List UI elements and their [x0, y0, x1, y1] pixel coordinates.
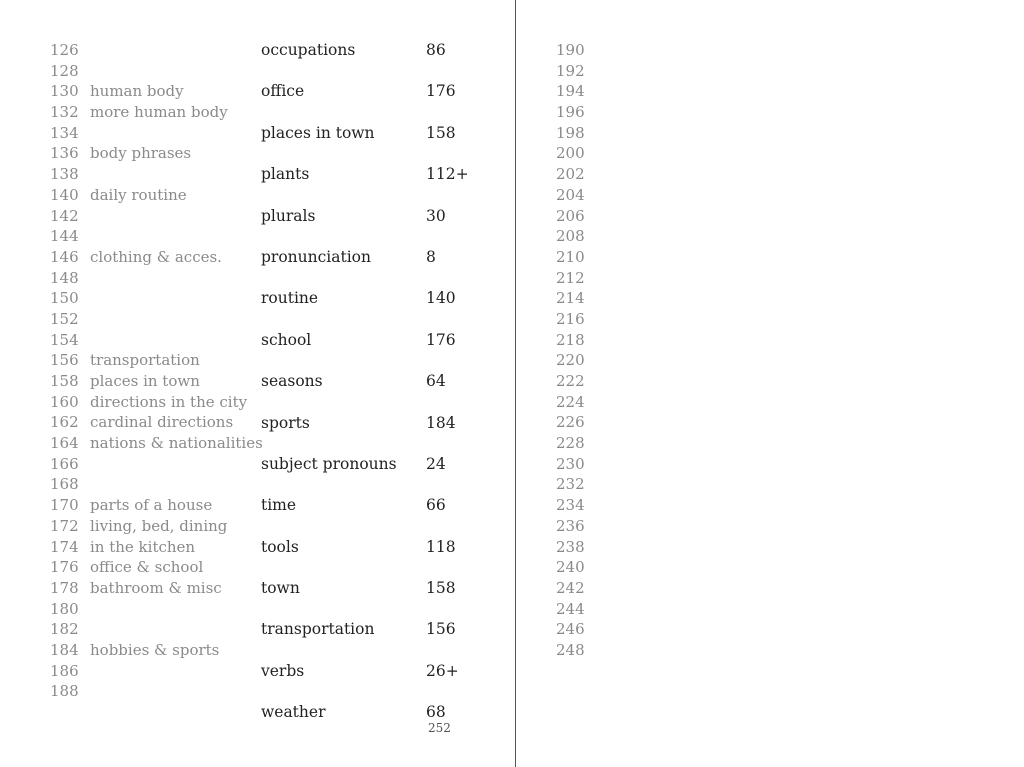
index-term: occupations: [261, 41, 356, 59]
toc-page-number: 162: [50, 413, 79, 432]
index-term: seasons: [261, 372, 323, 391]
index-entry: [261, 537, 491, 578]
toc-page-number: 248: [556, 640, 585, 659]
index-entry: [261, 578, 491, 619]
index-term: school: [261, 330, 312, 349]
toc-topic: parts of a house: [90, 496, 213, 515]
toc-topic: [90, 164, 260, 185]
toc-page-number: 158: [50, 372, 79, 390]
index-entry: [261, 413, 491, 454]
toc-page-number: 234: [556, 496, 585, 515]
index-entry: [261, 288, 491, 329]
index-page: 30: [426, 206, 446, 225]
folio-page-number: 252: [428, 721, 451, 735]
toc-page-number: 224: [556, 392, 585, 411]
toc-page-number: 150: [50, 289, 79, 308]
toc-page-number: 180: [50, 599, 79, 618]
index-page: 66: [426, 496, 446, 515]
toc-page-number: 212: [556, 268, 585, 287]
index-term: subject pronouns: [261, 454, 397, 473]
index-entry: [261, 206, 491, 247]
toc-topic: daily routine: [90, 185, 187, 204]
toc-topic: [90, 309, 260, 330]
index-term: verbs: [261, 661, 305, 680]
index-term: pronunciation: [261, 247, 371, 266]
index-page: 158: [426, 579, 456, 598]
toc-page-number: 138: [50, 165, 79, 184]
toc-page-number: 128: [50, 61, 79, 80]
index-entry: [261, 371, 491, 412]
index-term: tools: [261, 537, 299, 556]
toc-topic: bathroom & misc: [90, 578, 222, 597]
index-page: 176: [426, 82, 456, 101]
toc-page-number: 204: [556, 185, 585, 204]
toc-page-number: 228: [556, 434, 585, 453]
toc-page-number: 148: [50, 268, 79, 287]
toc-page-number: 192: [556, 61, 585, 80]
toc-topic: [90, 61, 260, 82]
toc-page-number: 200: [556, 144, 585, 163]
index-entry: [261, 123, 491, 164]
index-page: 158: [426, 123, 456, 142]
index-page: 176: [426, 330, 456, 349]
index-term: plants: [261, 165, 310, 184]
toc-page-number: 176: [50, 558, 79, 577]
index-page: 26+: [426, 661, 459, 680]
toc-page-number: 152: [50, 309, 79, 328]
toc-topic: [90, 454, 260, 475]
index-entry: [261, 247, 491, 288]
toc-page-number: 240: [556, 558, 585, 577]
toc-topic: [90, 123, 260, 144]
toc-page-number: 210: [556, 247, 585, 266]
toc-topic: body phrases: [90, 144, 192, 163]
toc-page-number: 238: [556, 537, 585, 556]
toc-topic: in the kitchen: [90, 537, 196, 556]
toc-topic: places in town: [90, 372, 200, 390]
toc-topic: [90, 206, 260, 227]
toc-page-number: 178: [50, 578, 79, 597]
toc-page-number: 190: [556, 41, 585, 59]
index-term: office: [261, 82, 305, 101]
index-term: routine: [261, 289, 319, 308]
index-entry: [261, 661, 491, 702]
index-entry: [261, 454, 491, 495]
toc-page-number: 132: [50, 103, 79, 122]
toc-page-number: 198: [556, 123, 585, 142]
toc-page-number: 222: [556, 372, 585, 390]
toc-topic: nations & nationalities: [90, 434, 263, 453]
toc-page-number: 220: [556, 351, 585, 370]
toc-topic: [90, 40, 260, 61]
toc-page-number: 140: [50, 185, 79, 204]
toc-page-number: 246: [556, 620, 585, 639]
toc-page-number: 130: [50, 82, 79, 101]
toc-topic: directions in the city: [90, 392, 248, 411]
toc-page-number: 154: [50, 330, 79, 349]
toc-page-number: 208: [556, 227, 585, 246]
index-entry: [261, 702, 491, 743]
toc-topic: [90, 288, 260, 309]
toc-page-number: 184: [50, 640, 79, 659]
index-page: 184: [426, 413, 456, 432]
toc-page-number: 168: [50, 475, 79, 494]
toc-topic: more human body: [90, 103, 228, 122]
index-term: plurals: [261, 206, 316, 225]
index-entry: [261, 495, 491, 536]
index-term: transportation: [261, 620, 375, 639]
index-entry: [261, 330, 491, 371]
toc-topic: [90, 599, 260, 620]
toc-topic: [90, 330, 260, 351]
toc-page-number: 230: [556, 454, 585, 473]
toc-page-number: 188: [50, 682, 79, 701]
index-term: sports: [261, 413, 310, 432]
toc-page-number: 156: [50, 351, 79, 370]
index-term: town: [261, 579, 300, 598]
toc-topic: human body: [90, 82, 184, 101]
toc-page-number: 226: [556, 413, 585, 432]
toc-topic: cardinal directions: [90, 413, 234, 432]
toc-topic: [90, 226, 260, 247]
toc-page-number: 194: [556, 82, 585, 101]
toc-page-number: 214: [556, 289, 585, 308]
index-page: 8: [426, 247, 436, 266]
toc-page-number: 232: [556, 475, 585, 494]
toc-page-number: 242: [556, 578, 585, 597]
toc-page-numbers-right: [556, 40, 596, 661]
index-entry: [261, 40, 491, 81]
toc-page-number: 244: [556, 599, 585, 618]
index-entry: [261, 81, 491, 122]
toc-page-number: 186: [50, 661, 79, 680]
toc-page-number: 170: [50, 496, 79, 515]
toc-topics: [90, 40, 263, 702]
toc-page-number: 166: [50, 454, 79, 473]
toc-page-number: 218: [556, 330, 585, 349]
toc-topic: [90, 661, 260, 682]
toc-page-number: 136: [50, 144, 79, 163]
toc-page-number: 126: [50, 41, 79, 59]
index-page: 24: [426, 454, 446, 473]
toc-page-number: 206: [556, 206, 585, 225]
toc-topic: clothing & acces.: [90, 247, 222, 266]
index-page: 68: [426, 703, 446, 722]
toc-topic: transportation: [90, 351, 200, 370]
toc-topic: [90, 619, 260, 640]
toc-page-numbers: [50, 40, 86, 702]
toc-page-number: 146: [50, 247, 79, 266]
toc-page-number: 160: [50, 392, 79, 411]
toc-page-number: 174: [50, 537, 79, 556]
index-term: time: [261, 496, 297, 515]
right-page: [516, 0, 1024, 767]
index-term: weather: [261, 703, 326, 722]
toc-page-number: 142: [50, 206, 79, 225]
toc-page-number: 134: [50, 123, 79, 142]
toc-topic: living, bed, dining: [90, 516, 228, 535]
index-page: 86: [426, 41, 446, 59]
toc-topic: hobbies & sports: [90, 640, 220, 659]
index-page: 156: [426, 620, 456, 639]
toc-page-number: 236: [556, 516, 585, 535]
toc-page-number: 216: [556, 309, 585, 328]
index-page: 112+: [426, 165, 469, 184]
toc-page-number: 164: [50, 434, 79, 453]
toc-topic: [90, 268, 260, 289]
toc-page-number: 196: [556, 103, 585, 122]
toc-topic: office & school: [90, 558, 204, 577]
toc-page-number: 172: [50, 516, 79, 535]
toc-page-number: 144: [50, 227, 79, 246]
toc-page-number: 202: [556, 165, 585, 184]
toc-page-number: 182: [50, 620, 79, 639]
index-entry: [261, 619, 491, 660]
index-page: 118: [426, 537, 456, 556]
index-list: [261, 40, 491, 744]
toc-topic: [90, 681, 260, 702]
index-page: 140: [426, 289, 456, 308]
index-term: places in town: [261, 123, 375, 142]
index-page: 64: [426, 372, 446, 391]
index-entry: [261, 164, 491, 205]
toc-topic: [90, 474, 260, 495]
